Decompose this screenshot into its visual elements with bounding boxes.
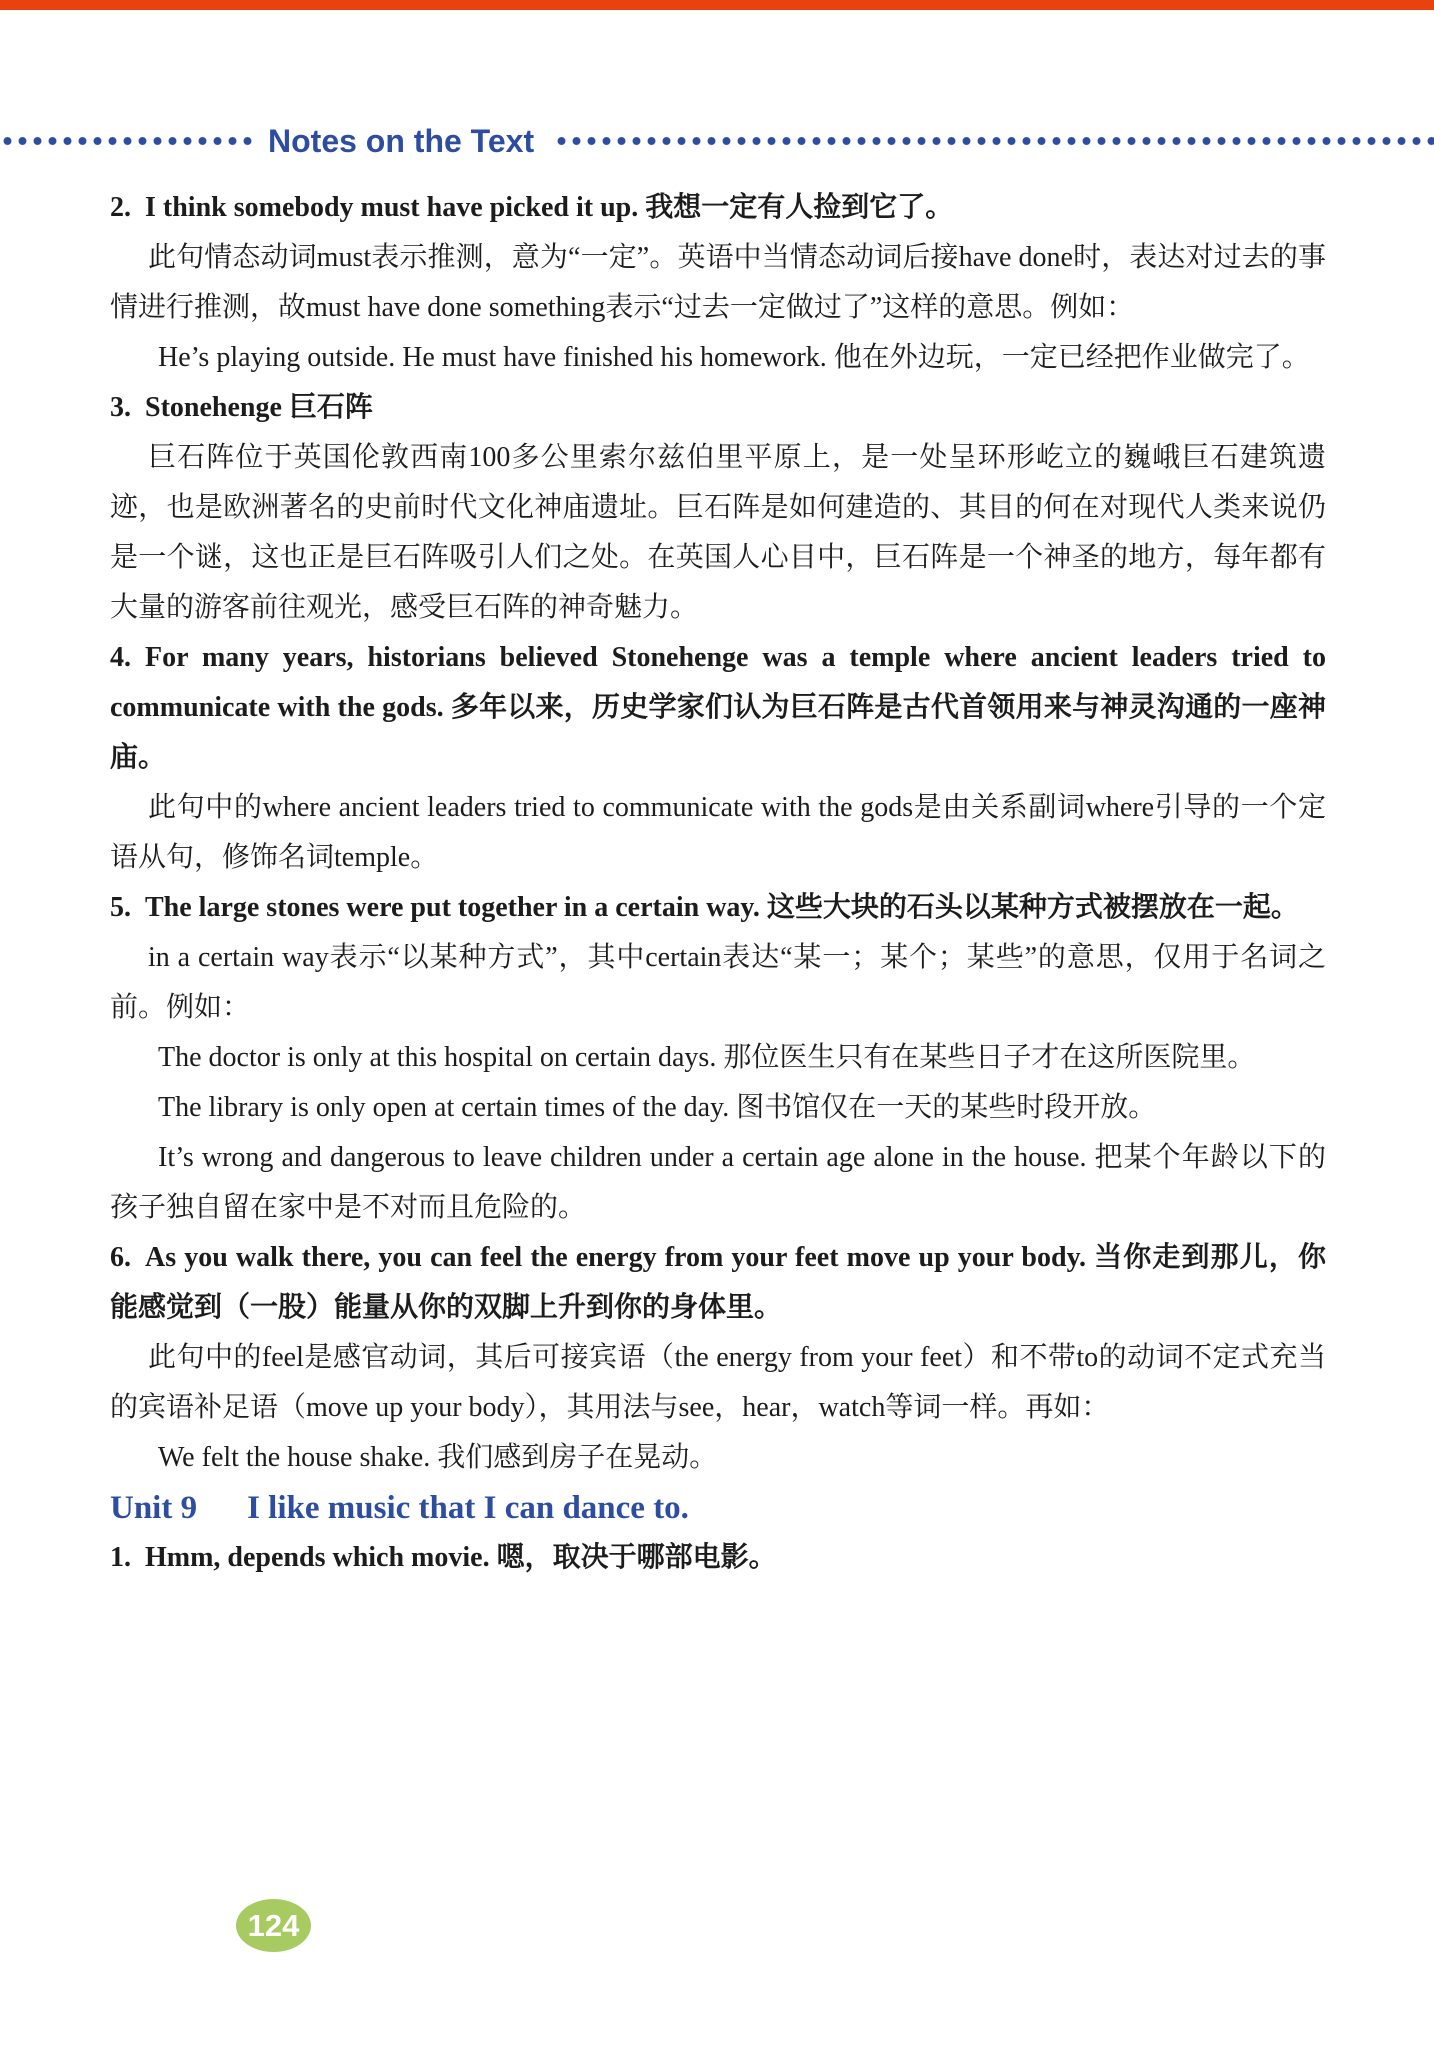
note-number: 4. — [110, 642, 131, 673]
note-number: 2. — [110, 192, 131, 223]
section-title: Notes on the Text — [268, 122, 535, 159]
note-heading-4 — [110, 633, 1326, 783]
note-number: 6. — [110, 1242, 131, 1273]
unit-note-text: Hmm, depends which movie. 嗯，取决于哪部电影。 — [145, 1542, 777, 1573]
note-number: 1. — [110, 1542, 131, 1573]
note-example: It’s wrong and dangerous to leave children under a certain age alone in the house. 把某个年龄以下的孩子独自留在家中是不对而且危险的。 — [110, 1142, 1326, 1223]
notes-content — [110, 183, 1326, 1583]
note-heading-text: The large stones were put together in a certain way. 这些大块的石头以某种方式被摆放在一起。 — [145, 892, 1299, 923]
note-example: We felt the house shake. 我们感到房子在晃动。 — [158, 1442, 718, 1473]
note-heading-6 — [110, 1233, 1326, 1333]
note-heading-text: Stonehenge 巨石阵 — [145, 392, 373, 423]
unit-title: I like music that I can dance to. — [247, 1490, 689, 1526]
note-example: The library is only open at certain times of the day. 图书馆仅在一天的某些时段开放。 — [158, 1092, 1157, 1123]
unit-heading — [110, 1483, 1326, 1533]
page-number: 124 — [247, 1907, 300, 1943]
page-top-accent-bar — [0, 0, 1434, 10]
note-paragraph: 此句中的feel是感官动词，其后可接宾语（the energy from your feet）和不带to的动词不定式充当的宾语补足语（move up your body），其用法与see，hear，watch等词一样。再如： — [110, 1342, 1326, 1423]
note-example: He’s playing outside. He must have finished his homework. 他在外边玩，一定已经把作业做完了。 — [158, 342, 1310, 373]
note-heading-3 — [110, 383, 1326, 433]
note-heading-5 — [110, 883, 1326, 933]
dotted-rule-left — [0, 136, 252, 146]
note-example: The doctor is only at this hospital on certain days. 那位医生只有在某些日子才在这所医院里。 — [158, 1042, 1256, 1073]
unit-note-1 — [110, 1533, 1326, 1583]
page-number-badge — [236, 1899, 311, 1952]
note-heading-text: I think somebody must have picked it up. 我想一定有人捡到它了。 — [145, 192, 954, 223]
note-paragraph: 此句情态动词must表示推测，意为“一定”。英语中当情态动词后接have done时，表达对过去的事情进行推测，故must have done something表示“过去一定做过了”这样的意思。例如： — [110, 242, 1326, 323]
dotted-rule-right — [554, 136, 1434, 146]
note-heading-text: As you walk there, you can feel the energy from your feet move up your body. 当你走到那儿，你能感觉到（一股）能量从你的双脚上升到你的身体里。 — [110, 1242, 1326, 1323]
note-heading-2 — [110, 183, 1326, 233]
note-paragraph: in a certain way表示“以某种方式”，其中certain表达“某一；某个；某些”的意思，仅用于名词之前。例如： — [110, 942, 1326, 1023]
note-paragraph: 此句中的where ancient leaders tried to communicate with the gods是由关系副词where引导的一个定语从句，修饰名词temple。 — [110, 792, 1326, 873]
note-number: 5. — [110, 892, 131, 923]
unit-label: Unit 9 — [110, 1490, 198, 1526]
note-number: 3. — [110, 392, 131, 423]
note-heading-text: For many years, historians believed Stonehenge was a temple where ancient leaders tried to communicate with the gods. 多年以来，历史学家们认为巨石阵是古代首领用来与神灵沟通的一座神庙。 — [110, 642, 1326, 773]
note-paragraph: 巨石阵位于英国伦敦西南100多公里索尔兹伯里平原上，是一处呈环形屹立的巍峨巨石建筑遗迹，也是欧洲著名的史前时代文化神庙遗址。巨石阵是如何建造的、其目的何在对现代人类来说仍是一个谜，这也正是巨石阵吸引人们之处。在英国人心目中，巨石阵是一个神圣的地方，每年都有大量的游客前往观光，感受巨石阵的神奇魅力。 — [110, 442, 1326, 623]
section-header — [0, 118, 1434, 164]
